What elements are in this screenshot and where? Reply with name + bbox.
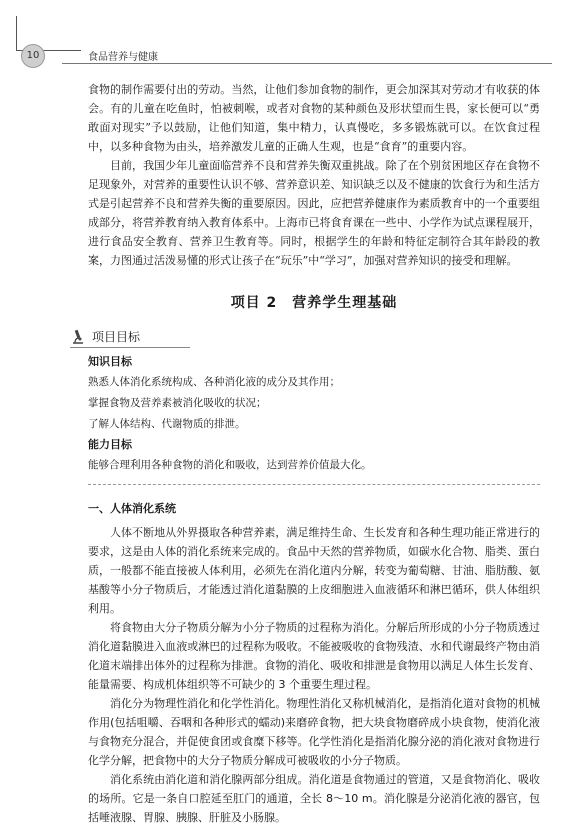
project-title: 项目 2 营养学生理基础 [230,295,398,311]
knowledge-objective-item: 了解人体结构、代谢物质的排泄。 [88,418,246,430]
knowledge-objective-item: 熟悉人体消化系统构成、各种消化液的成分及其作用； [88,376,340,388]
objectives-rule [70,347,190,348]
section-divider [88,484,540,485]
ability-objectives-heading: 能力目标 [88,438,132,451]
header-rule [62,63,552,64]
page-number: 10 [21,44,45,68]
page-content [88,80,540,827]
intro-paragraph-2: 目前，我国少年儿童面临营养不良和营养失衡双重挑战。除了在个别贫困地区存在食物不足现象外，对营养的重要性认识不够、营养意识差、知识缺乏以及不健康的饮食行为和生活方式是引起营养不良和营养失衡的重要原因。因此，应把营养健康作为素质教育中的一个重要组成部分，将营养教育纳入教育体系中。上海市已将食育课在一些中、小学作为试点课程展开，进行食品安全教育、营养卫生教育等。同时，根据学生的年龄和特征定制符合其年龄段的教案，力图通过活泼易懂的形式让孩子在“玩乐”中“学习”，加强对营养知识的接受和理解。 [88,159,540,267]
section-title: 一、人体消化系统 [88,502,176,515]
section-paragraph-3: 消化分为物理性消化和化学性消化。物理性消化又称机械消化，是指消化道对食物的机械作用(包括咀嚼、吞咽和各种形式的蠕动)来磨碎食物，把大块食物磨碎成小块食物，使消化液与食物充分混合，并促使食团或食糜下移等。化学性消化是指消化腺分泌的消化液对食物进行化学分解，把食物中的大分子物质分解成可被吸收的小分子物质。 [88,697,540,767]
objectives-title: 项目目标 [92,330,141,344]
knowledge-objective-item: 掌握食物及营养素被消化吸收的状况； [88,397,267,409]
knowledge-objectives-heading: 知识目标 [88,355,132,368]
section-paragraph-1: 人体不断地从外界摄取各种营养素，满足维持生命、生长发育和各种生理功能正常进行的要求，这是由人体的消化系统来完成的。食品中天然的营养物质，如碳水化合物、脂类、蛋白质，一般都不能直接被人体利用，必须先在消化道内分解，转变为葡萄糖、甘油、脂肪酸、氨基酸等小分子物质后，才能透过消化道黏膜的上皮细胞进入血液循环和淋巴循环，供人体组织利用。 [88,526,540,615]
microscope-icon [70,329,86,345]
objectives-heading [70,328,540,345]
ability-objective-item: 能够合理利用各种食物的消化和吸收，达到营养价值最大化。 [88,459,372,471]
section-paragraph-2: 将食物由大分子物质分解为小分子物质的过程称为消化。分解后所形成的小分子物质透过消化道黏膜进入血液或淋巴的过程称为吸收。不能被吸收的食物残渣、水和代谢最终产物由消化道末端排出体外的过程称为排泄。食物的消化、吸收和排泄是食物用以满足人体生长发育、能量需要、构成机体组织等不可缺少的 3 个重要生理过程。 [88,621,540,691]
running-head-title: 食品营养与健康 [88,52,158,63]
page-header [0,0,574,72]
intro-paragraph-1: 食物的制作需要付出的劳动。当然，让他们参加食物的制作，更会加深其对劳动才有收获的体会。有的儿童在吃鱼时，怕被刺喉，或者对食物的某种颜色及形状望而生畏，家长便可以“勇敢面对现实”予以鼓励，让他们知道，集中精力，认真慢吃，多多锻炼就可以。在饮食过程中，以多种食物为由头，培养激发儿童的正确人生观，也是“食育”的重要内容。 [88,83,540,153]
section-paragraph-4: 消化系统由消化道和消化腺两部分组成。消化道是食物通过的管道，又是食物消化、吸收的场所。它是一条自口腔延至肛门的通道，全长 8～10 m。消化腺是分泌消化液的器官，包括唾液腺、胃腺、胰腺、肝脏及小肠腺。 [88,773,540,824]
